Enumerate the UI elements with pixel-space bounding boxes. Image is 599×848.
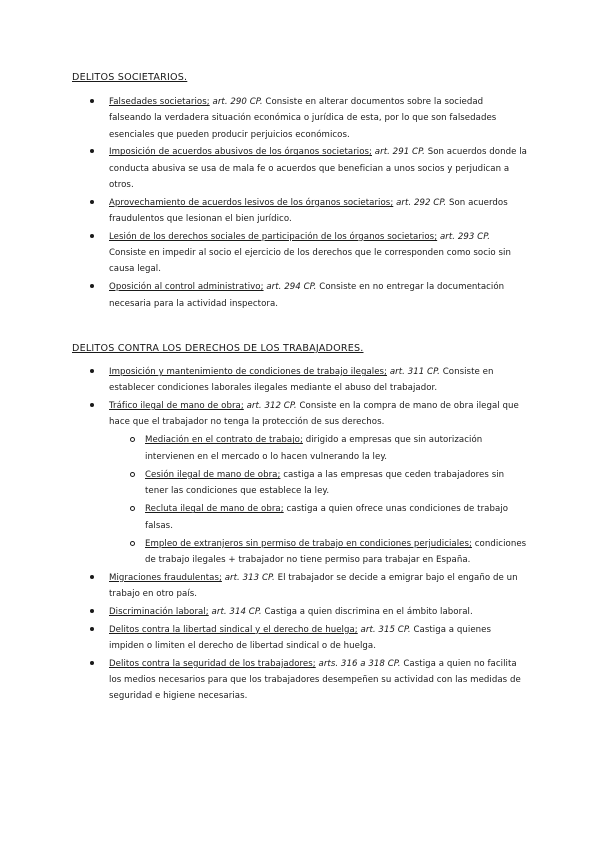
item-term: Migraciones fraudulentas; [109, 572, 222, 583]
item-term: Imposición de acuerdos abusivos de los órganos societarios; [109, 147, 372, 158]
subitem-term: Recluta ilegal de mano de obra; [145, 504, 284, 515]
bullet-icon [90, 99, 94, 103]
bullet-icon [90, 200, 94, 204]
item-term: Oposición al control administrativo; [109, 282, 264, 293]
list-item [0, 279, 599, 312]
sub-list-item [0, 467, 599, 500]
subitem-term: Cesión ilegal de mano de obra; [145, 469, 281, 480]
item-ref: art. 311 CP. [389, 367, 440, 377]
item-desc: El trabajador se decide a emigrar bajo el engaño de un trabajo en otro país. [109, 572, 518, 600]
item-ref: art. 290 CP. [212, 97, 263, 107]
circle-bullet-icon [130, 472, 135, 477]
item-ref: art. 313 CP. [224, 572, 275, 583]
circle-bullet-icon [130, 541, 135, 546]
bullet-icon [90, 403, 94, 407]
list-societarios [0, 94, 599, 312]
bullet-icon [90, 609, 94, 613]
item-ref: art. 314 CP. [211, 606, 262, 617]
item-term: Discriminación laboral; [109, 606, 209, 617]
bullet-icon [90, 575, 94, 579]
item-ref: art. 292 CP. [396, 197, 447, 208]
bullet-icon [90, 627, 94, 631]
item-ref: art. 315 CP. [360, 624, 411, 635]
item-ref: arts. 316 a 318 CP. [318, 658, 401, 669]
item-term: Delitos contra la libertad sindical y el derecho de huelga; [109, 624, 358, 635]
bullet-icon [90, 661, 94, 665]
list-item [0, 604, 599, 620]
circle-bullet-icon [130, 506, 135, 511]
subitem-term: Empleo de extranjeros sin permiso de trabajo en condiciones perjudiciales; [145, 538, 472, 549]
circle-bullet-icon [130, 437, 135, 442]
subitem-term: Mediación en el contrato de trabajo; [145, 435, 303, 446]
sub-list [0, 432, 599, 568]
item-ref: art. 293 CP. [439, 231, 491, 242]
list-item [0, 144, 599, 193]
list-item [0, 398, 599, 568]
list-item [0, 656, 599, 705]
list-item [0, 570, 599, 603]
item-ref: art. 312 CP. [246, 401, 297, 412]
bullet-icon [90, 369, 94, 373]
item-term: Lesión de los derechos sociales de participación de los órganos societarios; [109, 231, 438, 242]
item-desc: Castiga a quien no facilita los medios necesarios para que los trabajadores desempeñen su actividad con las medidas de seguridad e higiene necesarias. [109, 658, 521, 702]
bullet-icon [90, 234, 94, 238]
section-title-societarios: DELITOS SOCIETARIOS. [72, 72, 188, 83]
item-term: Aprovechamiento de acuerdos lesivos de los órganos societarios; [109, 197, 394, 208]
subitem-desc: castiga a quien ofrece unas condiciones de trabajo falsas. [145, 504, 509, 531]
subitem-desc: dirigido a empresas que sin autorización intervienen en el mercado o lo hacen vulnerando la ley. [145, 435, 483, 462]
list-item [0, 195, 599, 228]
subitem-desc: castiga a las empresas que ceden trabajadores sin tener las condiciones que establece la ley. [145, 469, 505, 497]
item-term: Tráfico ilegal de mano de obra; [109, 401, 244, 412]
item-desc: Castiga a quienes impiden o limiten el derecho de libertad sindical o de huelga. [109, 624, 492, 651]
subitem-desc: condiciones de trabajo ilegales + trabajador no tiene permiso para trabajar en España. [145, 538, 527, 565]
bullet-icon [90, 284, 94, 288]
list-item [0, 229, 599, 278]
item-desc: Consiste en la compra de mano de obra ilegal que hace que el trabajador no tenga la protección de sus derechos. [109, 401, 519, 428]
item-desc: Consiste en impedir al socio el ejercicio de los derechos que le corresponden como socio sin causa legal. [109, 248, 511, 275]
item-desc: Consiste en no entregar la documentación necesaria para la actividad inspectora. [109, 282, 505, 309]
item-desc: Consiste en alterar documentos sobre la sociedad falseando la verdadera situación económica o jurídica de esta, por lo que son falsedades esenciales que pueden producir perjuicios económicos. [109, 97, 497, 140]
item-desc: Son acuerdos donde la conducta abusiva se usa de mala fe o acuerdos que benefician a unos socios y perjudican a otros. [109, 147, 527, 190]
list-trabajadores [0, 364, 599, 705]
item-desc: Son acuerdos fraudulentos que lesionan el bien jurídico. [109, 197, 508, 225]
item-term: Imposición y mantenimiento de condiciones de trabajo ilegales; [109, 367, 388, 377]
item-ref: art. 291 CP. [374, 147, 425, 158]
sub-list-item [0, 432, 599, 465]
bullet-icon [90, 149, 94, 153]
item-desc: Castiga a quien discrimina en el ámbito laboral. [264, 606, 473, 617]
item-ref: art. 294 CP. [266, 282, 317, 293]
list-item [0, 94, 599, 143]
section-title-trabajadores: DELITOS CONTRA LOS DERECHOS DE LOS TRABAJADORES. [72, 343, 364, 354]
item-term: Falsedades societarios; [109, 97, 210, 107]
list-item [0, 622, 599, 655]
item-term: Delitos contra la seguridad de los trabajadores; [109, 658, 316, 669]
sub-list-item [0, 536, 599, 569]
item-desc: Consiste en establecer condiciones laborales ilegales mediante el abuso del trabajador. [109, 367, 494, 394]
list-item [0, 364, 599, 397]
sub-list-item [0, 501, 599, 534]
